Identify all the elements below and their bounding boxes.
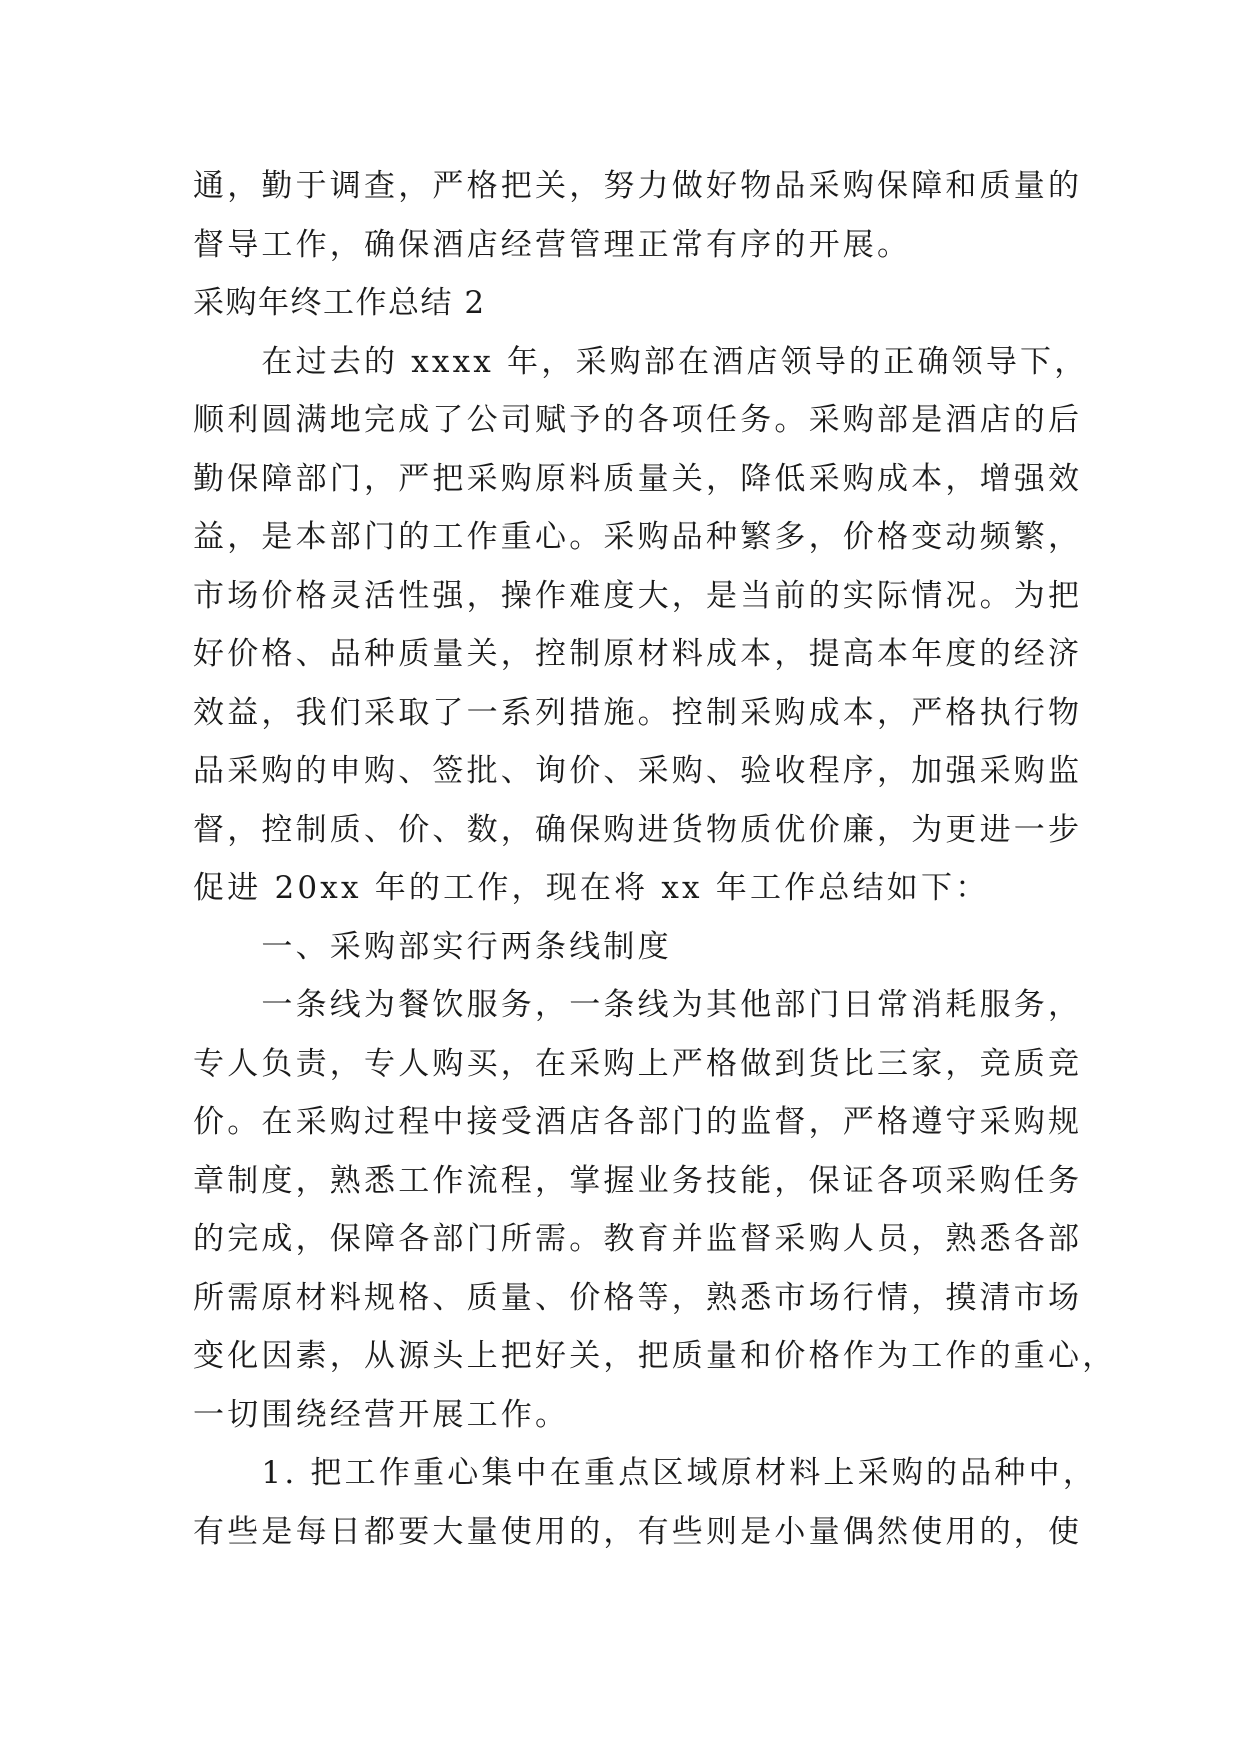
text-line: 价。在采购过程中接受酒店各部门的监督，严格遵守采购规 [193, 1104, 1083, 1140]
text-line: 通，勤于调查，严格把关，努力做好物品采购保障和质量的 [193, 168, 1083, 204]
text-line: 督导工作，确保酒店经营管理正常有序的开展。 [193, 226, 912, 263]
text-line: 一条线为餐饮服务，一条线为其他部门日常消耗服务， [193, 987, 1083, 1023]
subsection-heading: 一、采购部实行两条线制度 [193, 928, 672, 965]
text-line: 有些是每日都要大量使用的，有些则是小量偶然使用的，使 [193, 1513, 1083, 1550]
text-line: 勤保障部门，严把采购原料质量关，降低采购成本，增强效 [193, 460, 1083, 497]
text-line: 效益，我们采取了一系列措施。控制采购成本，严格执行物 [193, 694, 1083, 731]
text-line: 变化因素，从源头上把好关，把质量和价格作为工作的重心， [193, 1338, 1117, 1374]
text-line: 所需原材料规格、质量、价格等，熟悉市场行情，摸清市场 [193, 1279, 1083, 1316]
text-line: 的完成，保障各部门所需。教育并监督采购人员，熟悉各部 [193, 1221, 1083, 1257]
text-line: 益，是本部门的工作重心。采购品种繁多，价格变动频繁， [193, 519, 1083, 555]
text-line: 一切围绕经营开展工作。 [193, 1396, 570, 1433]
document-body [193, 157, 1117, 1561]
text-line: 督，控制质、价、数，确保购进货物质优价廉，为更进一步 [193, 811, 1083, 848]
text-line: 促进 20xx 年的工作，现在将 xx 年工作总结如下： [193, 870, 990, 906]
text-line: 1. 把工作重心集中在重点区域原材料上采购的品种中， [193, 1455, 1098, 1491]
text-line: 章制度，熟悉工作流程，掌握业务技能，保证各项采购任务 [193, 1162, 1083, 1199]
text-line: 顺利圆满地完成了公司赋予的各项任务。采购部是酒店的后 [193, 402, 1083, 438]
text-line: 品采购的申购、签批、询价、采购、验收程序，加强采购监 [193, 753, 1083, 789]
text-line: 好价格、品种质量关，控制原材料成本，提高本年度的经济 [193, 636, 1083, 672]
section-title: 采购年终工作总结 2 [193, 285, 486, 321]
text-line: 专人负责，专人购买，在采购上严格做到货比三家，竞质竞 [193, 1045, 1083, 1082]
text-line: 市场价格灵活性强，操作难度大，是当前的实际情况。为把 [193, 577, 1083, 614]
text-line: 在过去的 xxxx 年，采购部在酒店领导的正确领导下， [193, 343, 1089, 380]
